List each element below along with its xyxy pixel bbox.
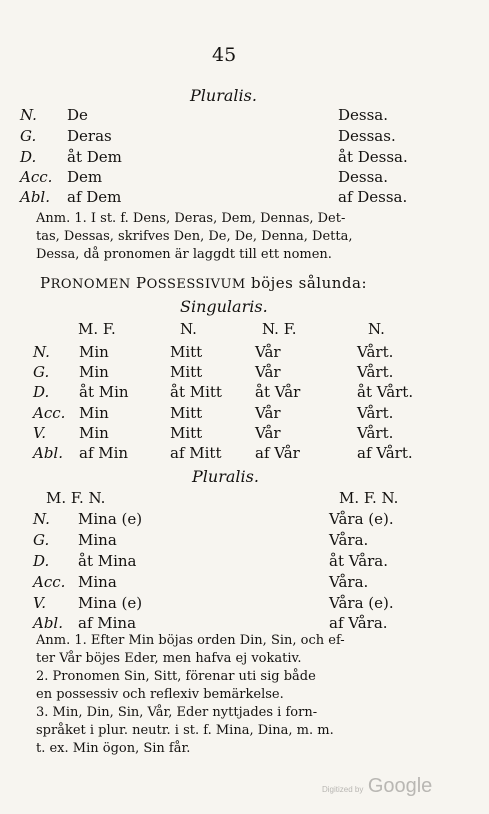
remark-line: tas, Dessas, skrifves Den, De, De, Denna, Detta,	[36, 229, 353, 244]
title-smallcaps: OSSESSIVUM	[146, 277, 246, 292]
form-left: Mina	[78, 573, 117, 591]
form-cell: Vårt.	[357, 424, 394, 442]
form-right: af Våra.	[329, 614, 388, 632]
form-cell: Min	[79, 363, 109, 381]
remark-line: t. ex. Min ögon, Sin får.	[36, 741, 191, 756]
case-label: Abl.	[20, 188, 50, 206]
form-cell: Vår	[255, 404, 281, 422]
watermark-brand: Google	[367, 775, 433, 797]
column-header: M. F. N.	[339, 489, 399, 507]
case-label: V.	[33, 594, 46, 612]
page-number: 45	[212, 44, 237, 66]
remark-line: Anm. 1. I st. f. Dens, Deras, Dem, Dennas, Det-	[36, 211, 346, 226]
title-initial: P	[40, 274, 51, 292]
column-header: N. F.	[262, 320, 297, 338]
form-cell: Mitt	[170, 424, 203, 442]
column-header: M. F.	[78, 320, 116, 338]
form-cell: Min	[79, 343, 109, 361]
remark-line: en possessiv och reflexiv bemärkelse.	[36, 687, 284, 702]
form-cell: Min	[79, 404, 109, 422]
form-cell: åt Vår	[255, 383, 301, 401]
form-left: af Mina	[78, 614, 137, 632]
form-cell: Mitt	[170, 343, 203, 361]
title-initial: P	[136, 274, 147, 292]
form-cell: åt Mitt	[170, 383, 222, 401]
remark-line: 3. Min, Din, Sin, Vår, Eder nyttjades i forn-	[36, 705, 318, 720]
column-header: M. F. N.	[46, 489, 106, 507]
remark-line: Dessa, då pronomen är laggdt till ett nomen.	[36, 247, 332, 262]
form-cell: af Min	[79, 444, 129, 462]
form-right: Våra.	[329, 573, 369, 591]
remark-line: 2. Pronomen Sin, Sitt, förenar uti sig både	[36, 669, 316, 684]
column-header: N.	[368, 320, 385, 338]
form-cell: af Mitt	[170, 444, 222, 462]
form-cell: Vår	[255, 424, 281, 442]
case-label: V.	[33, 424, 46, 442]
case-label: G.	[20, 127, 37, 145]
form-left: Deras	[67, 127, 112, 145]
form-cell: Vår	[255, 363, 281, 381]
case-label: D.	[20, 148, 37, 166]
case-label: G.	[33, 531, 50, 549]
form-left: Mina	[78, 531, 117, 549]
remark-line: ter Vår böjes Eder, men hafva ej vokativ.	[36, 651, 302, 666]
pluralis-heading: Pluralis.	[190, 86, 257, 105]
form-cell: Mitt	[170, 363, 203, 381]
case-label: Abl.	[33, 444, 63, 462]
form-cell: af Vårt.	[357, 444, 413, 462]
form-right: Dessa.	[338, 168, 389, 186]
remark-line: språket i plur. neutr. i st. f. Mina, Dina, m. m.	[36, 723, 334, 738]
remark-line: Anm. 1. Efter Min böjas orden Din, Sin, och ef-	[36, 633, 345, 648]
form-right: Dessa.	[338, 106, 389, 124]
form-left: af Dem	[67, 188, 122, 206]
column-header: N.	[180, 320, 197, 338]
form-cell: Vår	[255, 343, 281, 361]
case-label: D.	[33, 383, 50, 401]
case-label: Acc.	[33, 573, 66, 591]
case-label: D.	[33, 552, 50, 570]
form-left: Mina (e)	[78, 594, 143, 612]
form-left: Dem	[67, 168, 103, 186]
form-right: Våra.	[329, 531, 369, 549]
form-right: Dessas.	[338, 127, 396, 145]
form-right: åt Våra.	[329, 552, 389, 570]
case-label: Acc.	[20, 168, 53, 186]
case-label: Acc.	[33, 404, 66, 422]
form-cell: Vårt.	[357, 343, 394, 361]
form-left: åt Mina	[78, 552, 137, 570]
form-right: Våra (e).	[329, 510, 394, 528]
form-cell: Vårt.	[357, 404, 394, 422]
form-right: af Dessa.	[338, 188, 408, 206]
singularis-heading: Singularis.	[180, 297, 268, 316]
form-cell: Min	[79, 424, 109, 442]
possessive-title	[40, 274, 367, 292]
form-cell: Vårt.	[357, 363, 394, 381]
case-label: N.	[20, 106, 37, 124]
title-tail: böjes sålunda:	[251, 274, 367, 292]
form-right: Våra (e).	[329, 594, 394, 612]
case-label: N.	[33, 343, 50, 361]
form-left: Mina (e)	[78, 510, 143, 528]
case-label: G.	[33, 363, 50, 381]
pluralis-heading: Pluralis.	[192, 467, 259, 486]
watermark-prefix: Digitized by	[322, 785, 364, 794]
form-left: åt Dem	[67, 148, 122, 166]
form-cell: åt Min	[79, 383, 129, 401]
form-right: åt Dessa.	[338, 148, 408, 166]
form-cell: Mitt	[170, 404, 203, 422]
form-cell: af Vår	[255, 444, 300, 462]
form-left: De	[67, 106, 88, 124]
digitized-watermark	[322, 775, 432, 798]
title-smallcaps: RONOMEN	[50, 277, 131, 292]
case-label: N.	[33, 510, 50, 528]
form-cell: åt Vårt.	[357, 383, 414, 401]
case-label: Abl.	[33, 614, 63, 632]
